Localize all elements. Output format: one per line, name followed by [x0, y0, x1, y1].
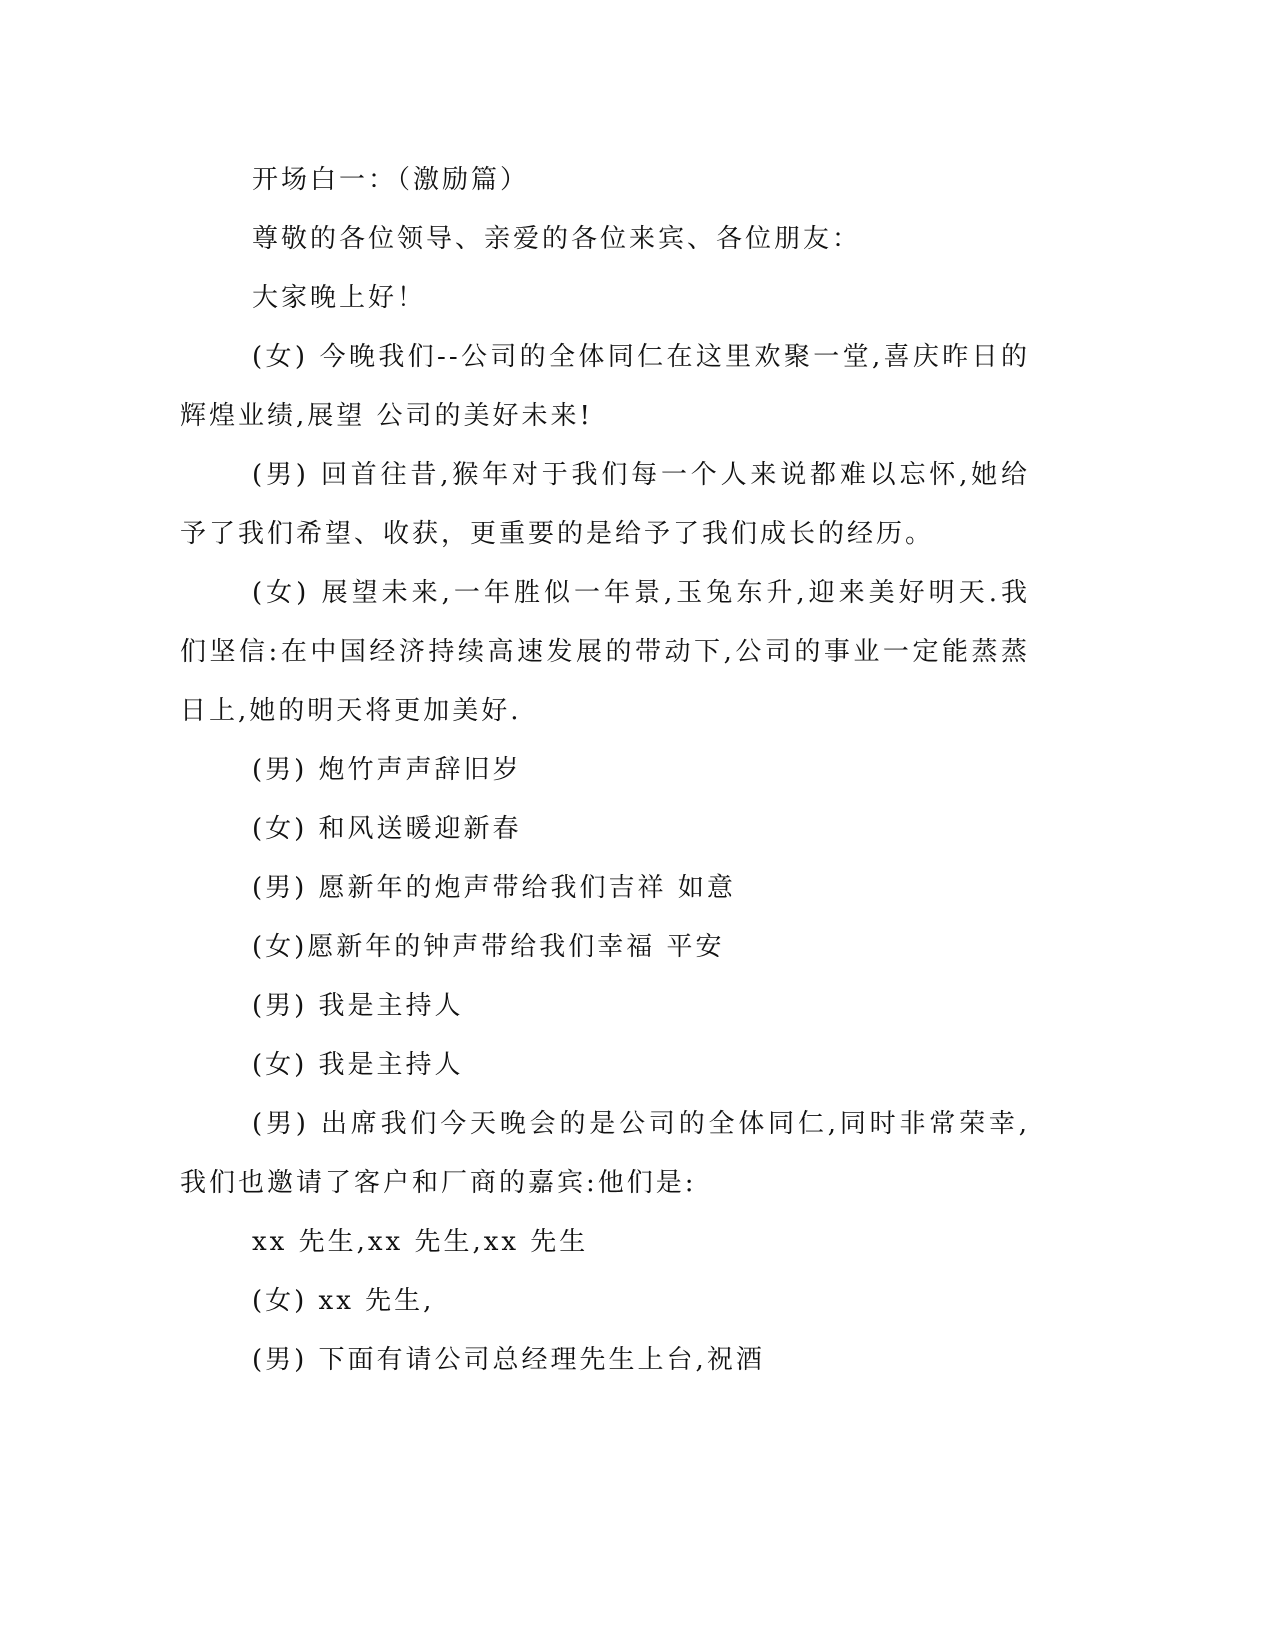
- paragraph-male-4: (男) 我是主持人: [252, 991, 464, 1021]
- paragraph-male-5: (男) 出席我们今天晚会的是公司的全体同仁,同时非常荣幸,我们也邀请了客户和厂商的嘉宾:他们是:: [180, 1109, 1030, 1198]
- heading-opening-speech: 开场白一：（激励篇）: [252, 165, 530, 195]
- paragraph-guest-list: xx 先生,xx 先生,xx 先生: [252, 1227, 589, 1257]
- paragraph-female-2: (女) 展望未来,一年胜似一年景,玉兔东升,迎来美好明天.我们坚信:在中国经济持续高速发展的带动下,公司的事业一定能蒸蒸日上,她的明天将更加美好.: [180, 578, 1030, 726]
- paragraph-female-3: (女) 和风送暖迎新春: [252, 814, 522, 844]
- paragraph-male-2: (男) 炮竹声声辞旧岁: [252, 755, 522, 785]
- paragraph-salutation: 尊敬的各位领导、亲爱的各位来宾、各位朋友：: [252, 224, 862, 254]
- paragraph-female-4: (女)愿新年的钟声带给我们幸福 平安: [252, 932, 725, 962]
- paragraph-female-5: (女) 我是主持人: [252, 1050, 464, 1080]
- paragraph-female-1: (女) 今晚我们--公司的全体同仁在这里欢聚一堂,喜庆昨日的辉煌业绩,展望 公司的美好未来!: [180, 342, 1030, 431]
- paragraph-male-1: (男) 回首往昔,猴年对于我们每一个人来说都难以忘怀,她给予了我们希望、收获，更重要的是给予了我们成长的经历。: [180, 460, 1030, 549]
- paragraph-male-6: (男) 下面有请公司总经理先生上台,祝酒: [252, 1345, 765, 1375]
- paragraph-female-6: (女) xx 先生,: [252, 1286, 435, 1316]
- document-body: [180, 151, 1030, 1390]
- paragraph-greeting: 大家晚上好！: [252, 283, 427, 313]
- paragraph-male-3: (男) 愿新年的炮声带给我们吉祥 如意: [252, 873, 736, 903]
